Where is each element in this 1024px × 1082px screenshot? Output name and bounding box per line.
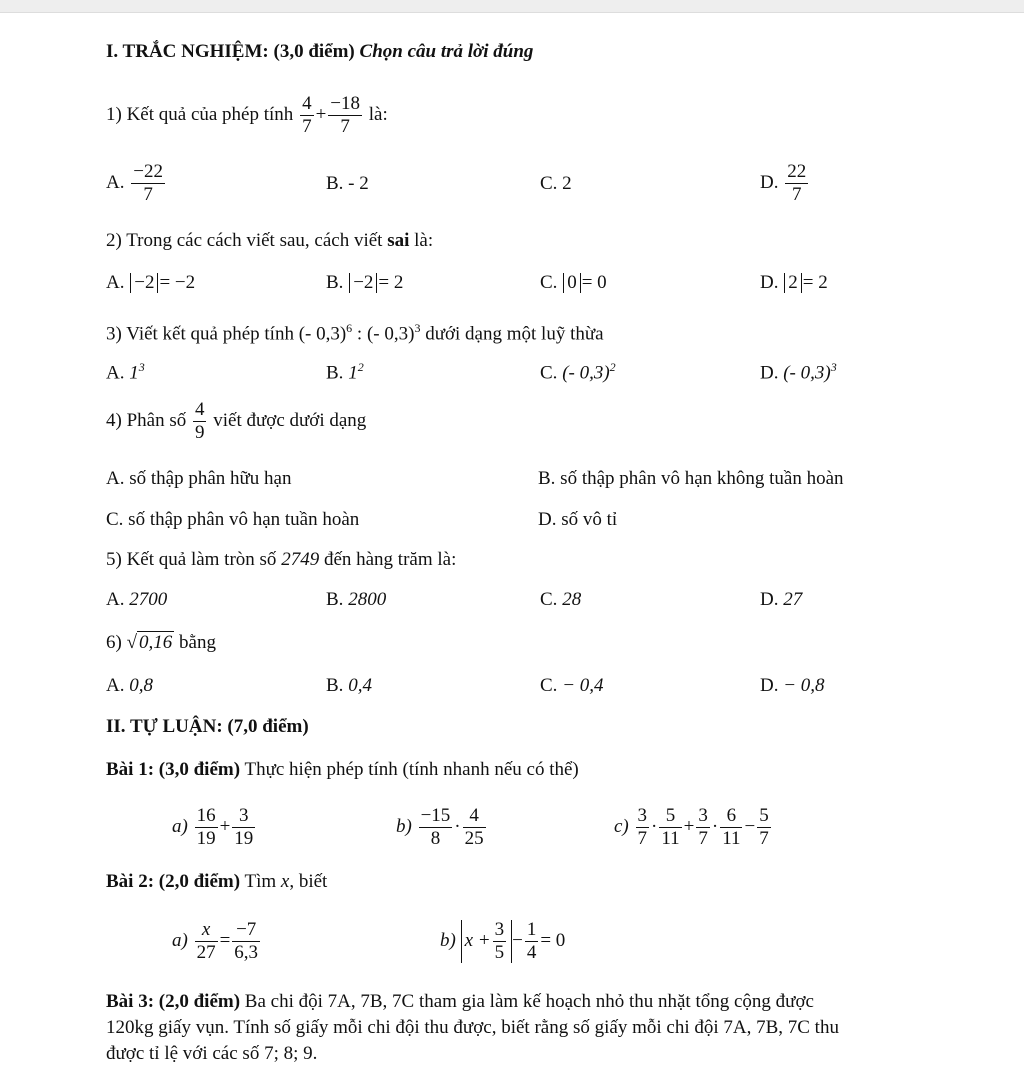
q3-option-a[interactable] xyxy=(106,355,145,385)
q5-d-label: D. xyxy=(760,589,779,610)
q1-d-fraction xyxy=(785,162,808,205)
q6-b-label: B. xyxy=(326,675,344,696)
bai2-b-label: b) xyxy=(440,929,456,951)
q1-option-b[interactable]: B. - 2 xyxy=(326,173,369,194)
q1-a-label: A. xyxy=(106,171,125,193)
question-2 xyxy=(106,229,433,253)
question-1 xyxy=(106,94,388,137)
bai1-c-op2: + xyxy=(683,815,695,837)
q3-d-exp: 3 xyxy=(830,360,837,374)
q5-option-d[interactable] xyxy=(760,588,802,612)
bai1-c-label: c) xyxy=(614,815,629,837)
bai3-line-3: được tỉ lệ với các số 7; 8; 9. xyxy=(106,1043,318,1064)
q1-f1-num: 4 xyxy=(302,93,312,114)
bai2-a-label: a) xyxy=(172,929,188,951)
q2-a-label: A. xyxy=(106,272,125,293)
q6-a-label: A. xyxy=(106,675,125,696)
q5-c-val: 28 xyxy=(562,589,582,610)
bai1-a-op: + xyxy=(219,815,231,837)
q6-suffix: bằng xyxy=(179,632,216,653)
q4-text-post: viết được dưới dạng xyxy=(213,409,367,431)
bai1-b-f1d: 8 xyxy=(430,827,441,849)
question-4 xyxy=(106,400,366,443)
bai1-c-f2 xyxy=(659,806,681,849)
bai3-line1-text: Ba chi đội 7A, 7B, 7C tham gia làm kế hoạch nhỏ thu nhặt tổng cộng được xyxy=(244,991,814,1012)
q1-a-num: −22 xyxy=(133,161,163,182)
q1-fraction-2 xyxy=(328,94,362,137)
section1-title xyxy=(106,40,533,64)
q2-option-c[interactable] xyxy=(540,271,607,295)
q1-f1-den: 7 xyxy=(302,115,312,137)
bai1-b-op: · xyxy=(454,815,461,837)
bai1-c-f5d: 7 xyxy=(759,827,769,849)
q1-a-fraction xyxy=(131,162,165,205)
q6-radicand: 0,16 xyxy=(139,632,173,653)
q4-den: 9 xyxy=(194,421,205,443)
q3-c-exp: 2 xyxy=(609,360,616,374)
section1-title-italic: Chọn câu trả lời đúng xyxy=(359,41,534,62)
bai1-heading xyxy=(106,758,579,782)
bai2-b-f1d: 5 xyxy=(494,941,505,963)
q3-b-exp: 2 xyxy=(357,360,364,374)
q5-c-label: C. xyxy=(540,589,558,610)
q2-text-post: là: xyxy=(414,230,434,251)
q6-d-label: D. xyxy=(760,675,779,696)
q1-d-num: 22 xyxy=(787,161,807,182)
q2-option-b[interactable] xyxy=(326,271,403,295)
bai3-line-1 xyxy=(106,990,814,1014)
q6-option-d[interactable] xyxy=(760,674,825,698)
question-6 xyxy=(106,631,216,655)
bai1-c-f4 xyxy=(720,806,742,849)
q2-text-bold: sai xyxy=(387,230,410,251)
bai1-part-a xyxy=(172,806,257,849)
bai2-b-abs xyxy=(461,920,513,963)
q4-option-b[interactable]: B. số thập phân vô hạn không tuần hoàn xyxy=(538,468,844,489)
bai1-c-op1: · xyxy=(651,815,658,837)
q2-option-a[interactable] xyxy=(106,271,195,295)
q5-a-val: 2700 xyxy=(129,589,168,610)
bai1-a-f2d: 19 xyxy=(234,827,254,849)
q1-text: 1) Kết quả của phép tính xyxy=(106,103,294,125)
q1-a-den: 7 xyxy=(143,183,153,205)
bai1-c-op4: − xyxy=(744,815,756,837)
q4-num: 4 xyxy=(194,399,205,420)
bai1-c-f4n: 6 xyxy=(720,806,742,828)
bai2-a-f2n: −7 xyxy=(232,920,260,942)
q5-text-post: đến hàng trăm là: xyxy=(323,549,457,570)
q4-text-pre: 4) Phân số xyxy=(106,409,187,431)
q2-c-abs: 0 xyxy=(563,273,581,293)
q2-c-rest: = 0 xyxy=(581,272,607,293)
bai1-a-f2 xyxy=(232,806,255,849)
q3-exp2: 3 xyxy=(414,321,421,335)
bai1-b-f2 xyxy=(463,806,486,849)
q2-d-abs: 2 xyxy=(784,273,802,293)
bai1-a-f2n: 3 xyxy=(232,806,255,828)
q2-b-label: B. xyxy=(326,272,344,293)
bai2-a-eq: = xyxy=(219,929,231,951)
q2-b-rest: = 2 xyxy=(378,272,404,293)
q6-c-label: C. xyxy=(540,675,558,696)
q3-option-b[interactable] xyxy=(326,355,364,385)
bai1-c-f5n: 5 xyxy=(759,805,769,826)
q6-b-val: 0,4 xyxy=(348,675,372,696)
q3-option-d[interactable] xyxy=(760,355,837,385)
q3-d-base: (- 0,3) xyxy=(783,362,831,384)
bai1-a-f1 xyxy=(195,806,218,849)
bai1-part-b xyxy=(396,806,488,849)
bai1-c-f3 xyxy=(696,806,710,849)
bai2-b-op: − xyxy=(512,929,523,951)
q3-d-label: D. xyxy=(760,362,779,384)
q2-text-pre: 2) Trong các cách viết sau, cách viết xyxy=(106,230,383,251)
bai1-c-f4d: 11 xyxy=(722,827,741,849)
q6-sqrt: √ 0,16 xyxy=(126,632,173,653)
q1-d-den: 7 xyxy=(791,183,802,205)
bai1-c-f5 xyxy=(757,806,771,849)
bai1-c-f1d: 7 xyxy=(637,827,648,849)
q3-text-post: dưới dạng một luỹ thừa xyxy=(420,323,604,345)
q1-option-a[interactable] xyxy=(106,162,167,205)
q4-option-c[interactable]: C. số thập phân vô hạn tuần hoàn xyxy=(106,509,360,530)
bai2-label: Bài 2: (2,0 điểm) xyxy=(106,871,241,892)
bai1-b-f1 xyxy=(419,806,453,849)
q1-option-d[interactable] xyxy=(760,162,810,205)
q5-b-val: 2800 xyxy=(348,589,387,610)
q1-f2-den: 7 xyxy=(340,115,350,137)
q5-number: 2749 xyxy=(281,549,320,570)
q5-d-val: 27 xyxy=(783,589,803,610)
bai2-text-pre: Tìm xyxy=(244,871,277,892)
bai2-part-a xyxy=(172,920,262,963)
q4-option-d[interactable]: D. số vô tỉ xyxy=(538,509,618,530)
q2-d-label: D. xyxy=(760,272,779,293)
q6-option-b[interactable] xyxy=(326,674,372,698)
q3-exp1: 6 xyxy=(346,321,353,335)
q3-c-base: (- 0,3) xyxy=(562,362,610,384)
bai1-b-f2n: 4 xyxy=(463,806,486,828)
q2-c-label: C. xyxy=(540,272,558,293)
section2-title: II. TỰ LUẬN: (7,0 điểm) xyxy=(106,716,309,737)
q4-fraction xyxy=(193,400,207,443)
q6-d-val: − 0,8 xyxy=(783,675,825,696)
bai3-line-2: 120kg giấy vụn. Tính số giấy mỗi chi đội thu được, biết rằng số giấy mỗi chi đội 7A, 7B, 7C thu xyxy=(106,1017,839,1038)
q2-d-rest: = 2 xyxy=(802,272,828,293)
q3-mid: : (- 0,3) xyxy=(352,323,415,345)
bai1-a-f1n: 16 xyxy=(196,805,216,826)
bai1-c-f3n: 3 xyxy=(698,805,708,826)
bai2-b-f2n: 1 xyxy=(526,919,537,940)
bai1-part-c xyxy=(614,806,773,849)
document-page xyxy=(0,12,1024,1082)
question-3 xyxy=(106,316,604,346)
bai2-heading xyxy=(106,870,327,894)
bai2-b-eq: = 0 xyxy=(540,929,566,951)
q1-d-label: D. xyxy=(760,171,779,193)
q3-text-pre: 3) Viết kết quả phép tính (- 0,3) xyxy=(106,323,347,345)
q3-b-label: B. xyxy=(326,362,344,384)
bai1-b-label: b) xyxy=(396,815,412,837)
bai1-c-f2n: 5 xyxy=(659,806,681,828)
bai2-b-f2d: 4 xyxy=(526,941,537,963)
bai1-b-f2d: 25 xyxy=(464,827,484,849)
q3-b-base: 1 xyxy=(348,362,358,384)
bai2-a-f2d: 6,3 xyxy=(234,941,259,963)
q6-c-val: − 0,4 xyxy=(562,675,604,696)
q5-a-label: A. xyxy=(106,589,125,610)
q5-option-a[interactable] xyxy=(106,588,167,612)
question-5 xyxy=(106,548,456,572)
q3-a-label: A. xyxy=(106,362,125,384)
q1-plus: + xyxy=(315,103,327,125)
bai1-a-f1d: 19 xyxy=(196,827,216,849)
q3-a-base: 1 xyxy=(129,362,139,384)
q2-a-abs: −2 xyxy=(130,273,158,293)
q3-a-exp: 3 xyxy=(138,360,145,374)
bai1-c-f1 xyxy=(636,806,650,849)
q1-fraction-1 xyxy=(300,94,314,137)
section1-title-bold: I. TRẮC NGHIỆM: (3,0 điểm) xyxy=(106,41,355,62)
bai1-c-f3d: 7 xyxy=(698,827,708,849)
q6-option-c[interactable] xyxy=(540,674,604,698)
bai2-a-f1d: 27 xyxy=(196,941,216,963)
q6-a-val: 0,8 xyxy=(129,675,153,696)
bai2-b-x: x + xyxy=(464,929,491,951)
q5-text-pre: 5) Kết quả làm tròn số xyxy=(106,549,277,570)
q1-f2-num: −18 xyxy=(330,93,360,114)
bai2-a-f2 xyxy=(232,920,260,963)
bai2-b-f1n: 3 xyxy=(494,919,505,940)
q2-a-rest: = −2 xyxy=(159,272,196,293)
bai2-part-b xyxy=(440,920,565,963)
bai1-c-op3: · xyxy=(711,815,719,837)
bai1-text: Thực hiện phép tính (tính nhanh nếu có thể) xyxy=(244,759,579,780)
bai1-c-f1n: 3 xyxy=(637,805,648,826)
bai2-a-f1n: x xyxy=(195,920,218,942)
q1-suffix: là: xyxy=(368,103,388,125)
q3-option-c[interactable] xyxy=(540,355,616,385)
q5-b-label: B. xyxy=(326,589,344,610)
q4-option-a[interactable]: A. số thập phân hữu hạn xyxy=(106,468,292,489)
bai1-a-label: a) xyxy=(172,815,188,837)
bai2-b-f2 xyxy=(525,920,539,963)
bai2-b-f1 xyxy=(493,920,507,963)
q5-option-c[interactable] xyxy=(540,588,581,612)
bai1-c-f2d: 11 xyxy=(661,827,680,849)
bai2-text-post: , biết xyxy=(289,871,328,892)
q1-option-c[interactable]: C. 2 xyxy=(540,173,572,194)
bai1-b-f1n: −15 xyxy=(420,805,451,826)
q2-b-abs: −2 xyxy=(349,273,377,293)
q2-option-d[interactable] xyxy=(760,271,828,295)
bai2-a-f1 xyxy=(195,920,218,963)
bai3-label: Bài 3: (2,0 điểm) xyxy=(106,991,241,1012)
q6-prefix: 6) xyxy=(106,632,122,653)
q6-option-a[interactable] xyxy=(106,674,153,698)
q5-option-b[interactable] xyxy=(326,588,386,612)
bai2-var: x xyxy=(280,871,290,892)
q3-c-label: C. xyxy=(540,362,558,384)
bai1-label: Bài 1: (3,0 điểm) xyxy=(106,759,241,780)
